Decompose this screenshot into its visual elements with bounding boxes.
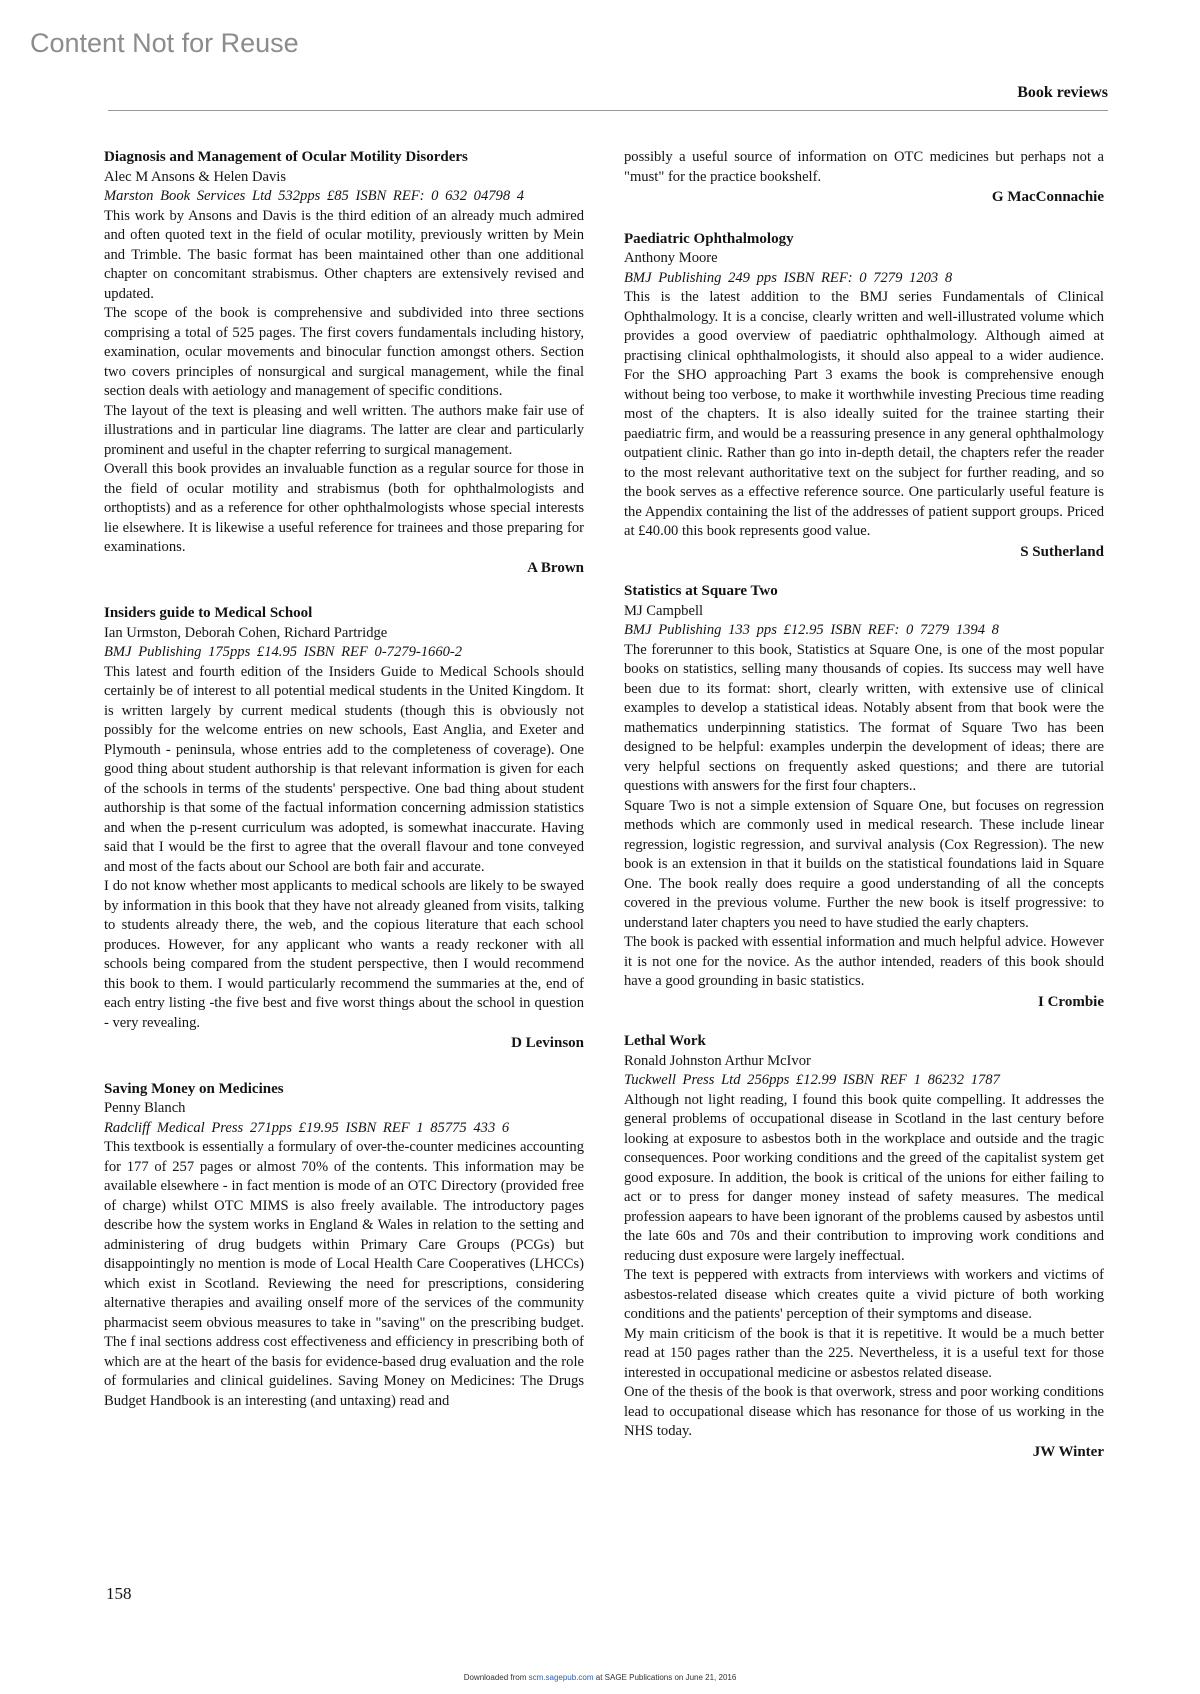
right-column (624, 148, 1104, 1482)
review-bibliographic-info: Radcliff Medical Press 271pps £19.95 ISBN REF 1 85775 433 6 (104, 1119, 510, 1136)
review-paragraph: Overall this book provides an invaluable function as a regular source for those in the field of ocular motility and strabismus (both for ophthalmologists and orthoptists) and as a reference for other ophthalmologists whose special interests lie elsewhere. It is likewise a useful reference for trainees and those preparing for examinations. (104, 461, 584, 555)
review-title: Diagnosis and Management of Ocular Motility Disorders (104, 149, 468, 165)
reviewer-name: G MacConnachie (991, 189, 1104, 205)
review-paragraph: One of the thesis of the book is that overwork, stress and poor working conditions lead to occupational disease which has resonance for those of us working in the NHS today. (624, 1384, 1104, 1439)
left-column (104, 148, 584, 1437)
review-paragraph: The forerunner to this book, Statistics at Square One, is one of the most popular books on statistics, selling many thousands of copies. Its success may well have been due to its format: short, clearly written, with extensive use of clinical examples to develop a statistical ideas. Notably absent from that book were the mathematics underpinning statistics. The format of Square Two has been designed to be helpful: examples underpin the development of ideas; there are very helpful sections on frequently asked questions; and there are tutorial questions with answers for the first four chapters.. (624, 641, 1104, 794)
footer-text: at SAGE Publications on June 21, 2016 (593, 1673, 737, 1682)
review-authors: Ronald Johnston Arthur McIvor (624, 1052, 811, 1069)
page-number: 158 (106, 1584, 132, 1603)
reviewer-name: JW Winter (1032, 1443, 1104, 1460)
review-continuation (624, 148, 1104, 208)
review-title: Lethal Work (624, 1033, 706, 1049)
book-review (104, 604, 584, 1054)
reviewer-name: S Sutherland (1020, 543, 1104, 560)
review-authors: Alec M Ansons & Helen Davis (104, 168, 286, 185)
reviewer-name: I Crombie (1038, 993, 1104, 1010)
review-title: Insiders guide to Medical School (104, 605, 313, 621)
review-authors: Penny Blanch (104, 1100, 186, 1116)
review-paragraph: This is the latest addition to the BMJ series Fundamentals of Clinical Ophthalmology. It is a concise, clearly written and well-illustrated volume which provides a good overview of paediatric ophthalmology. Although aimed at practising clinical ophthalmologists, it should also appeal to a wider audience. For the SHO approaching Part 3 exams the book is comprehensive enough without being too verbose, to make it worthwhile investing Precious time reading most of the chapters. It is also ideally suited for the trainee starting their paediatric firm, and would be a reassuring presence in any general ophthalmology outpatient clinic. Rather than go into in-depth detail, the chapters refer the reader to the most relevant authoritative text on the subject for further reading, and so the book serves as a effective reference source. One particularly useful feature is the Appendix containing the list of the addresses of patient support groups. Priced at £40.00 this book represents good value. (624, 289, 1104, 539)
review-authors: MJ Campbell (624, 602, 704, 619)
review-paragraph: Square Two is not a simple extension of Square One, but focuses on regression methods which are commonly used in medical research. These include linear regression, logistic regression, and survival analysis (Cox Regression). The new book is an extension in that it builds on the statistical foundations laid in Square One. The book really does require a good understanding of all the concepts covered in the previous volume. Further the new book is itself progressive: to understand later chapters you need to have studied the early chapters. (624, 797, 1104, 931)
review-paragraph: This textbook is essentially a formulary of over-the-counter medicines accounting for 177 of 257 pages or almost 70% of the contents. This information may be available elsewhere - in fact mention is mode of an OTC Directory (provided free of charge) whilst OTC MIMS is also freely available. The introductory pages describe how the system works in England & Wales in relation to the setting and administering of drug budgets within Primary Care Groups (PCGs) but disappointingly no mention is mode of Local Health Care Cooperatives (LHCCs) which exist in Scotland. Reviewing the need for prescriptions, considering alternative therapies and availing onself more of the services of the community pharmacist seem obvious measures to take in "saving" on the prescribing budget. The f inal sections address cost effectiveness and efficiency in prescribing both of which are at the heart of the basis for evidence-based drug evaluation and the role of formularies and clinical guidelines. Saving Money on Medicines: The Drugs Budget Handbook is an interesting (and untaxing) read and (104, 1139, 584, 1409)
section-header: Book reviews (1017, 84, 1108, 101)
review-title: Paediatric Ophthalmology (624, 230, 794, 247)
review-bibliographic-info: BMJ Publishing 249 pps ISBN REF: 0 7279 1203 8 (624, 269, 953, 286)
review-bibliographic-info: Marston Book Services Ltd 532pps £85 ISBN REF: 0 632 04798 4 (104, 188, 525, 204)
review-paragraph: The book is packed with essential information and much helpful advice. However it is not one for the novice. As the author intended, readers of this book should have a good grounding in basic statistics. (624, 934, 1104, 989)
book-review (624, 1032, 1104, 1462)
review-paragraph: My main criticism of the book is that it is repetitive. It would be a much better read at 150 pages rather than the 225. Nevertheless, it is a useful text for those interested in occupational medicine or asbestos related disease. (624, 1325, 1104, 1381)
book-review (104, 148, 584, 578)
review-paragraph: This work by Ansons and Davis is the third edition of an already much admired and often quoted text in the field of ocular motility, previously written by Mein and Trimble. The basic format has been maintained other than one additional chapter on concomitant strabismus. Other chapters are extensively revised and updated. (104, 207, 584, 302)
header-divider (108, 110, 1108, 111)
review-bibliographic-info: BMJ Publishing 133 pps £12.95 ISBN REF: 0 7279 1394 8 (624, 622, 999, 638)
review-title: Saving Money on Medicines (104, 1080, 284, 1097)
book-review (624, 230, 1104, 563)
review-authors: Ian Urmston, Deborah Cohen, Richard Partridge (104, 624, 388, 641)
review-paragraph: The layout of the text is pleasing and well written. The authors make fair use of illustrations and in particular line diagrams. The latter are clear and particularly prominent and useful in the chapter referring to surgical management. (104, 402, 584, 458)
review-paragraph: I do not know whether most applicants to medical schools are likely to be swayed by information in this book that they have not already gleaned from visits, talking to students already there, the web, and the copious literature that each school produces. However, for any applicant who wants a ready reckoner with all schools being compared from the student perspective, then I would recommend this book to them. I would particularly recommend the summaries at the, end of each entry listing -the five best and five worst things about the school in question - very revealing. (104, 878, 584, 1031)
review-bibliographic-info: Tuckwell Press Ltd 256pps £12.99 ISBN REF 1 86232 1787 (624, 1072, 1000, 1088)
review-authors: Anthony Moore (624, 250, 718, 266)
reviewer-name: D Levinson (511, 1035, 584, 1051)
review-bibliographic-info: BMJ Publishing 175pps £14.95 ISBN REF 0-7279-1660-2 (104, 644, 463, 660)
review-paragraph: possibly a useful source of information on OTC medicines but perhaps not a "must" for the practice bookshelf. (624, 149, 1104, 185)
footer-text: Downloaded from (463, 1673, 529, 1682)
review-paragraph: Although not light reading, I found this book quite compelling. It addresses the general problems of occupational disease in Scotland in the last century before looking at exposure to asbestos both in the workplace and outside and the tragic consequences. Poor working conditions and the greed of the capitalist system get good exposure. In addition, the book is critical of the unions for either failing to act or to press for danger money instead of safety measures. The medical profession aapears to have been ignorant of the problems caused by asbestos until the late 60s and 70s and their contribution to improving work conditions and reducing dust exposure were largely ineffectual. (624, 1091, 1104, 1264)
review-paragraph: This latest and fourth edition of the Insiders Guide to Medical Schools should certainly be of interest to all potential medical students in the United Kingdom. It is written largely by current medical students (though this is obviously not possibly for the welcome entries on new schools, East Anglia, and Exeter and Plymouth - peninsula, whose entries add to the completeness of coverage). One good thing about student authorship is that relevant information is given for each of the schools in terms of the students' perspective. One bad thing about student authorship is that some of the factual information concerning admission statistics and when the p-resent curriculum was adopted, is somewhat inaccurate. Having said that I would be the first to agree that the overall flavour and tone conveyed and most of the facts about our School are both fair and accurate. (104, 663, 584, 875)
reviewer-name: A Brown (527, 559, 584, 576)
review-paragraph: The scope of the book is comprehensive and subdivided into three sections comprising a total of 525 pages. The first covers fundamentals including history, examination, ocular movements and binocular function amongst others. Section two covers principles of nonsurgical and surgical management, while the final section deals with aetiology and management of specific conditions. (104, 305, 584, 399)
book-review (104, 1080, 584, 1412)
download-footer (0, 1673, 1200, 1682)
book-review (624, 582, 1104, 1012)
footer-link[interactable]: scm.sagepub.com (528, 1673, 594, 1682)
watermark: Content Not for Reuse (30, 28, 299, 58)
review-title: Statistics at Square Two (624, 583, 778, 599)
review-paragraph: The text is peppered with extracts from interviews with workers and victims of asbestos-related disease which creates quite a vivid picture of both working conditions and the patients' perception of their symptoms and disease. (624, 1267, 1104, 1322)
